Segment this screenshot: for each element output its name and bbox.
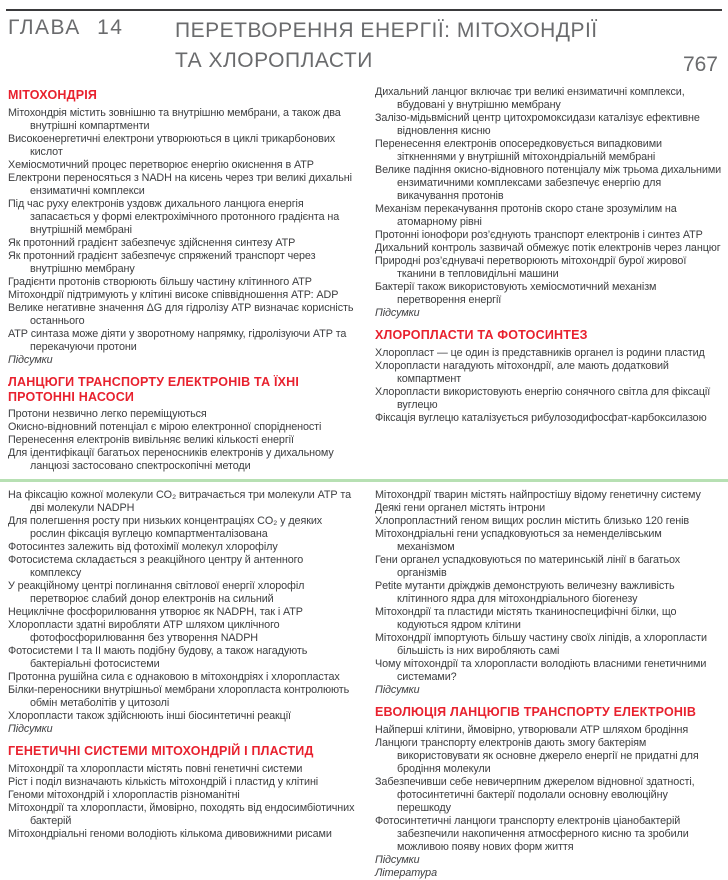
toc-entry: Для полегшення росту при низьких концентраціях CO₂ у деяких рослин фіксація вуглецю компартменталізована xyxy=(8,515,323,541)
toc-entry: Дихальний контроль зазвичай обмежує потік електронів через ланцюг xyxy=(375,242,721,254)
toc-entry: Мітохондрії та хлоропласти, ймовірно, походять від ендосимбіотичних бактерій xyxy=(8,802,355,827)
toc-entry: Мітохондрії імпортують більшу частину своїх ліпідів, а хлоропласти більшість із них виробляють самі xyxy=(375,632,707,658)
toc-entry: Протонна рушійна сила є однаковою в мітохондріях і хлоропластах xyxy=(8,671,340,684)
toc-entry: Природні роз’єднувачі перетворюють мітохондрії бурої жирової тканини в тепловидільні машини xyxy=(375,255,687,280)
toc-entry: Хлоропласти також здійснюють інші біосинтетичні реакції xyxy=(8,710,291,723)
toc-entry: Дихальний ланцюг включає три великі ензиматичні комплекси, вбудовані у внутрішню мембрану xyxy=(375,86,685,111)
toc-subentry: Підсумки xyxy=(8,723,53,736)
toc-subentry: Підсумки xyxy=(375,854,420,866)
page-header xyxy=(8,16,718,77)
toc-entry: Протони незвично легко переміщуються xyxy=(8,408,207,421)
chapter-label: ГЛАВА 14 xyxy=(8,16,124,39)
toc-entry: Залізо-мідьвмісний центр цитохромоксидази каталізує ефективне відновлення кисню xyxy=(375,112,700,137)
toc-entry: Забезпечивши себе невичерпним джерелом відновної здатності, фотосинтетичні бактерії подолали основну еволюційну перешкоду xyxy=(375,776,695,814)
toc-entry: Ріст і поділ визначають кількість мітохондрій і пластид у клітині xyxy=(8,776,319,788)
toc-entry: Хлоропласти нагадують мітохондрії, але мають додатковий компартмент xyxy=(375,359,669,385)
toc-entry: Окисно-відновний потенціал є мірою електронної спорідненості xyxy=(8,421,322,434)
toc-entry: Фіксація вуглецю каталізується рибулозодифосфат-карбоксилазою xyxy=(375,411,707,424)
toc-entry: Мітохондрії та хлоропласти містять повні генетичні системи xyxy=(8,763,303,775)
toc-entry: Мітохондрії та пластиди містять тканиноспецифічні білки, що кодуються ядром клітини xyxy=(375,606,677,632)
toc-entry: На фіксацію кожної молекули CO₂ витрачається три молекули АТР та дві молекули NADPH xyxy=(8,489,351,515)
toc-entry: Ланцюги транспорту електронів дають змогу бактеріям використовувати як основне джерело енергії не придатні для бродіння молекули xyxy=(375,737,699,775)
toc-entry: Білки-переносники внутрішньої мембрани хлоропласта контролюють обмін метаболітів у цитозолі xyxy=(8,684,350,710)
toc-entry: Як протонний градієнт забезпечує здійснення синтезу АТР xyxy=(8,236,296,249)
toc-entry: Велике негативне значення ΔG для гідролізу АТР визначає корисність останнього xyxy=(8,301,354,327)
toc-entry: Хлопропластний геном вищих рослин містить близько 120 генів xyxy=(375,515,690,528)
toc-entry: Гени органел успадковуються по материнській лінії в багатьох організмів xyxy=(375,554,681,580)
toc-entry: У реакційному центрі поглинання світлової енергії хлорофіл перетворює слабий донор електронів на сильний xyxy=(8,580,305,606)
toc-entry: Мітохондрія містить зовнішню та внутрішню мембрани, а також два внутрішні компартменти xyxy=(8,106,341,132)
section-heading: МІТОХОНДРІЯ xyxy=(8,88,98,102)
toc-band-top xyxy=(8,86,722,473)
toc-entry: Велике падіння окисно-відновного потенціалу між трьома дихальними ензиматичними комплексами забезпечує енергію для викачування протонів xyxy=(375,164,722,202)
chapter-title: ПЕРЕТВОРЕННЯ ЕНЕРГІЇ: МІТОХОНДРІЇ ТА ХЛОРОПЛАСТИ xyxy=(175,19,598,73)
toc-entry: Високоенергетичні електрони утворюються в циклі трикарбонових кислот xyxy=(8,132,336,158)
section-heading: ХЛОРОПЛАСТИ ТА ФОТОСИНТЕЗ xyxy=(375,328,588,342)
toc-entry: Як протонний градієнт забезпечує спряжений транспорт через внутрішню мембрану xyxy=(8,249,316,275)
toc-entry: Бактерії також використовують хеміосмотичний механізм перетворення енергії xyxy=(375,281,657,306)
toc-entry: Мітохондріальні геноми володіють кількома дивовижними рисами xyxy=(8,828,332,840)
toc-subentry: Підсумки xyxy=(8,353,53,366)
toc-entry: Для ідентифікації багатьох переносників електронів у дихальному ланцюзі застосовано спектроскопічні методи xyxy=(8,447,334,473)
toc-entry: Мітохондрії підтримують у клітині високе співвідношення АТР: ADP xyxy=(8,288,339,301)
toc-entry: Petite мутанти дріжджів демонструють величезну важливість клітинного ядра для мітохондріального біогенезу xyxy=(375,580,675,606)
toc-entry: Фотосистема складається з реакційного центру й антенного комплексу xyxy=(8,554,304,580)
toc-subentry: Підсумки xyxy=(375,307,420,319)
toc-entry: Хлоропласти використовують енергію сонячного світла для фіксації вуглецю xyxy=(375,385,711,411)
toc-entry: Перенесення електронів вивільняє великі кількості енергії xyxy=(8,434,294,447)
toc-entry: Нециклічне фосфорилювання утворює як NADPH, так і АТР xyxy=(8,606,303,619)
toc-subentry: Література xyxy=(375,867,437,879)
top-rule xyxy=(6,9,722,11)
toc-column-right xyxy=(375,489,722,880)
toc-entry: Геноми мітохондрій і хлоропластів різноманітні xyxy=(8,789,240,801)
toc-entry: Фотосинтез залежить від фотохімії молекул хлорофілу xyxy=(8,541,278,554)
toc-column-left xyxy=(8,489,355,880)
toc-band-bottom xyxy=(8,489,722,880)
section-heading: ЕВОЛЮЦІЯ ЛАНЦЮГІВ ТРАНСПОРТУ ЕЛЕКТРОНІВ xyxy=(375,705,697,720)
toc-entry: АТР синтаза може діяти у зворотному напрямку, гідролізуючи АТР та перекачуючи протони xyxy=(8,327,347,353)
toc-entry: Фотосинтетичні ланцюги транспорту електронів ціанобактерій забезпечили накопичення атмосферного кисню та зробили можливою появу нових форм життя xyxy=(375,815,689,853)
toc-entry: Протонні іонофори роз’єднують транспорт електронів і синтез АТР xyxy=(375,229,703,241)
toc-entry: Хлоропласт — це один із представників органел із родини пластид xyxy=(375,346,705,359)
green-separator-rule xyxy=(0,479,728,482)
toc-entry: Найперші клітини, ймовірно, утворювали АТР шляхом бродіння xyxy=(375,724,689,736)
toc-entry: Хеміосмотичний процес перетворює енергію окиснення в АТР xyxy=(8,158,314,171)
toc-content xyxy=(8,86,722,880)
toc-subentry: Підсумки xyxy=(375,684,420,697)
toc-entry: Під час руху електронів уздовж дихального ланцюга енергія запасається у формі електрохімічного протонного градієнта на внутрішній мембрані xyxy=(8,197,340,236)
toc-entry: Фотосистеми І та ІІ мають подібну будову, а також нагадують бактеріальні фотосистеми xyxy=(8,645,308,671)
toc-entry: Мітохондрії тварин містять найпростішу відому генетичну систему xyxy=(375,489,701,502)
toc-entry: Мітохондріальні гени успадковуються за неменделівським механізмом xyxy=(375,528,662,554)
section-heading: ЛАНЦЮГИ ТРАНСПОРТУ ЕЛЕКТРОНІВ ТА ЇХНІ ПРОТОННІ НАСОСИ xyxy=(8,374,300,404)
toc-entry: Електрони переносяться з NADH на кисень через три великі дихальні ензиматичні комплекси xyxy=(8,171,352,197)
toc-column-right xyxy=(375,86,722,473)
toc-entry: Хлоропласти здатні виробляти АТР шляхом циклічного фотофосфорилювання без утворення NADPH xyxy=(8,619,280,645)
toc-entry: Чому мітохондрії та хлоропласти володіють власними генетичними системами? xyxy=(375,658,707,684)
section-heading: ГЕНЕТИЧНІ СИСТЕМИ МІТОХОНДРІЙ І ПЛАСТИД xyxy=(8,744,314,759)
toc-entry: Механізм перекачування протонів скоро стане зрозумілим на атомарному рівні xyxy=(375,203,677,228)
toc-entry: Деякі гени органел містять інтрони xyxy=(375,502,546,515)
page-number: 767 xyxy=(682,52,718,76)
toc-column-left xyxy=(8,86,355,473)
toc-entry: Перенесення електронів опосередковується випадковими зіткненнями у внутрішній мітохондріальній мембрані xyxy=(375,138,662,163)
toc-entry: Градієнти протонів створюють більшу частину клітинного АТР xyxy=(8,275,312,288)
